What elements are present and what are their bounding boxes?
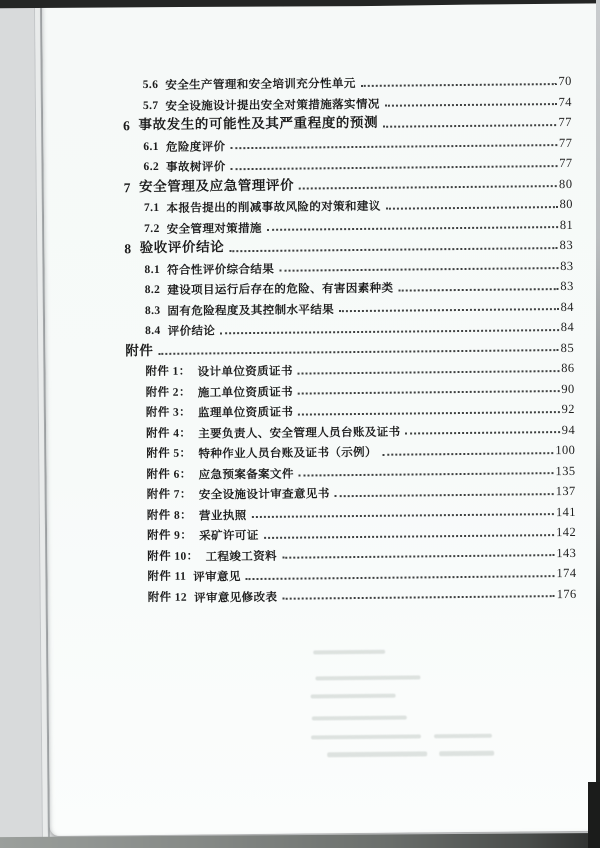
dot-leader: [339, 308, 559, 312]
toc-entry-title: 危险度评价: [165, 138, 226, 154]
toc-entry-page: 174: [556, 565, 577, 581]
toc-entry-title: 事故发生的可能性及其严重程度的预测: [138, 114, 379, 134]
toc-entry-number: 8.2: [144, 283, 161, 297]
toc-entry-number: 6.2: [143, 160, 160, 174]
ghost-bleed-text: [312, 716, 407, 721]
dot-leader: [335, 493, 554, 497]
dot-leader: [385, 103, 557, 107]
dot-leader: [229, 247, 557, 252]
dot-leader: [406, 431, 560, 434]
dot-leader: [299, 185, 557, 189]
toc-entry-page: 135: [555, 463, 576, 478]
toc-entry-title: 特种作业人员台账及证书（示例）: [198, 444, 377, 461]
toc-entry-number: 附件 11: [147, 570, 187, 584]
toc-entry-title: 安全设施设计提出安全对策措施落实情况: [165, 96, 380, 113]
toc-entry-page: 84: [560, 319, 575, 335]
toc-entry-number: 8.1: [144, 263, 161, 276]
toc-entry-number: 附件 6：: [146, 468, 192, 481]
toc-entry-number: 附件 2：: [145, 386, 191, 399]
dot-leader: [252, 513, 554, 518]
toc-entry-page: 80: [558, 176, 573, 191]
toc-entry-title: 采矿许可证: [199, 527, 259, 543]
toc-entry-title: 安全管理对策措施: [166, 220, 262, 236]
toc-entry-title: 评价结论: [167, 323, 216, 338]
toc-entry-title: 本报告提出的削减事故风险的对策和建议: [166, 198, 381, 215]
toc-entry-page: 70: [558, 73, 572, 89]
toc-entry-title: 施工单位资质证书: [197, 384, 294, 400]
dot-leader: [282, 595, 554, 600]
toc-entry-number: 7: [123, 179, 132, 195]
toc-entry-number: 附件 7：: [146, 488, 192, 502]
dot-leader: [298, 370, 559, 375]
toc-entry-title: 监理单位资质证书: [197, 404, 294, 420]
toc-entry-number: 6: [123, 118, 131, 134]
toc-entry-title: 事故树评价: [166, 159, 226, 174]
toc-entry-number: 8: [124, 241, 132, 257]
toc-entry-page: 141: [555, 504, 576, 519]
toc-entry-title: 评审意见: [193, 569, 241, 584]
toc-entry-page: 77: [558, 135, 573, 150]
toc-entry-page: 85: [560, 340, 575, 355]
ghost-bleed-text: [327, 751, 427, 757]
toc-entry-page: 80: [559, 196, 573, 212]
toc-entry-title: 建设项目运行后存在的危险、有害因素种类: [167, 280, 394, 297]
toc-entry-title: 安全管理及应急管理评价: [139, 177, 295, 195]
toc-entry-title: 应急预案备案文件: [198, 466, 294, 482]
dot-leader: [361, 83, 557, 87]
dot-leader: [282, 554, 554, 559]
ghost-bleed-text: [315, 675, 420, 680]
dot-leader: [231, 165, 558, 170]
toc-entry-page: 142: [556, 524, 577, 540]
toc-entry-title: 营业执照: [198, 507, 247, 523]
toc-entry-number: 附件 1：: [145, 365, 191, 379]
toc-entry-page: 137: [555, 483, 576, 499]
dot-leader: [299, 472, 554, 476]
ghost-bleed-text: [439, 751, 494, 757]
toc-entry-page: 100: [555, 442, 576, 458]
toc-entry-page: 81: [559, 217, 574, 232]
ghost-bleed-text: [434, 734, 492, 739]
dot-leader: [382, 452, 553, 456]
toc-entry-number: 5.7: [142, 99, 159, 112]
dot-leader: [298, 411, 559, 416]
toc-entry-number: 附件 9：: [147, 529, 193, 543]
toc-entry-number: 附件 3：: [145, 406, 192, 420]
toc-entry-number: 6.1: [143, 140, 159, 153]
toc-entry-title: 符合性评价综合结果: [167, 261, 275, 277]
toc-entry: [48, 582, 600, 608]
dot-leader: [230, 144, 557, 149]
toc-entry-number: 8.3: [144, 304, 161, 317]
toc-entry-title: 安全生产管理和安全培训充分性单元: [165, 76, 356, 92]
toc-entry-page: 74: [558, 94, 572, 109]
toc-entry-page: 84: [560, 299, 574, 314]
toc-entry-number: 5.6: [142, 78, 159, 92]
bottom-right-dark-corner: [588, 782, 600, 848]
toc-entry-page: 94: [561, 422, 576, 437]
toc-entry-title: 设计单位资质证书: [197, 363, 293, 379]
toc-entry-title: 附件: [125, 342, 154, 359]
dot-leader: [264, 534, 554, 539]
toc-entry-page: 90: [561, 381, 575, 396]
scan-right-border: [596, 0, 600, 848]
toc-entry-number: 7.1: [143, 201, 160, 215]
toc-entry-page: 83: [560, 278, 574, 294]
dot-leader: [386, 206, 558, 210]
toc-entry-page: 86: [561, 360, 575, 376]
document-page: [42, 0, 600, 836]
toc-entry-title: 安全设施设计审查意见书: [198, 486, 330, 502]
dot-leader: [159, 349, 559, 355]
dot-leader: [220, 329, 559, 334]
table-of-contents: [43, 70, 600, 608]
toc-entry-page: 77: [559, 155, 573, 171]
toc-entry-page: 176: [556, 586, 577, 601]
toc-entry-title: 评审意见修改表: [193, 589, 278, 605]
toc-entry-title: 固有危险程度及其控制水平结果: [167, 301, 335, 318]
ghost-bleed-text: [311, 694, 396, 699]
dot-leader: [246, 575, 555, 580]
toc-entry-page: 92: [561, 401, 575, 417]
toc-entry-number: 7.2: [144, 222, 160, 235]
toc-entry-title: 验收评价结论: [139, 239, 225, 257]
toc-entry-number: 附件 4：: [146, 427, 192, 440]
toc-entry-number: 附件 8：: [146, 509, 193, 522]
ghost-bleed-text: [313, 650, 385, 655]
toc-entry-title: 工程竣工资料: [205, 548, 278, 563]
toc-entry-page: 83: [560, 258, 574, 273]
dot-leader: [383, 124, 556, 128]
dot-leader: [267, 226, 558, 231]
dot-leader: [279, 267, 558, 272]
ghost-bleed-text: [311, 734, 421, 739]
toc-entry-number: 附件 5：: [146, 447, 192, 461]
toc-entry-page: 77: [558, 114, 573, 130]
toc-entry-number: 8.4: [145, 324, 161, 338]
toc-entry-page: 143: [556, 545, 577, 560]
toc-entry-number: 附件 12: [147, 591, 188, 604]
toc-entry-title: 主要负责人、安全管理人员台账及证书: [198, 424, 401, 441]
toc-entry-page: 83: [559, 237, 574, 253]
dot-leader: [298, 390, 559, 395]
toc-entry-number: 附件 10：: [147, 550, 199, 563]
dot-leader: [398, 288, 558, 292]
